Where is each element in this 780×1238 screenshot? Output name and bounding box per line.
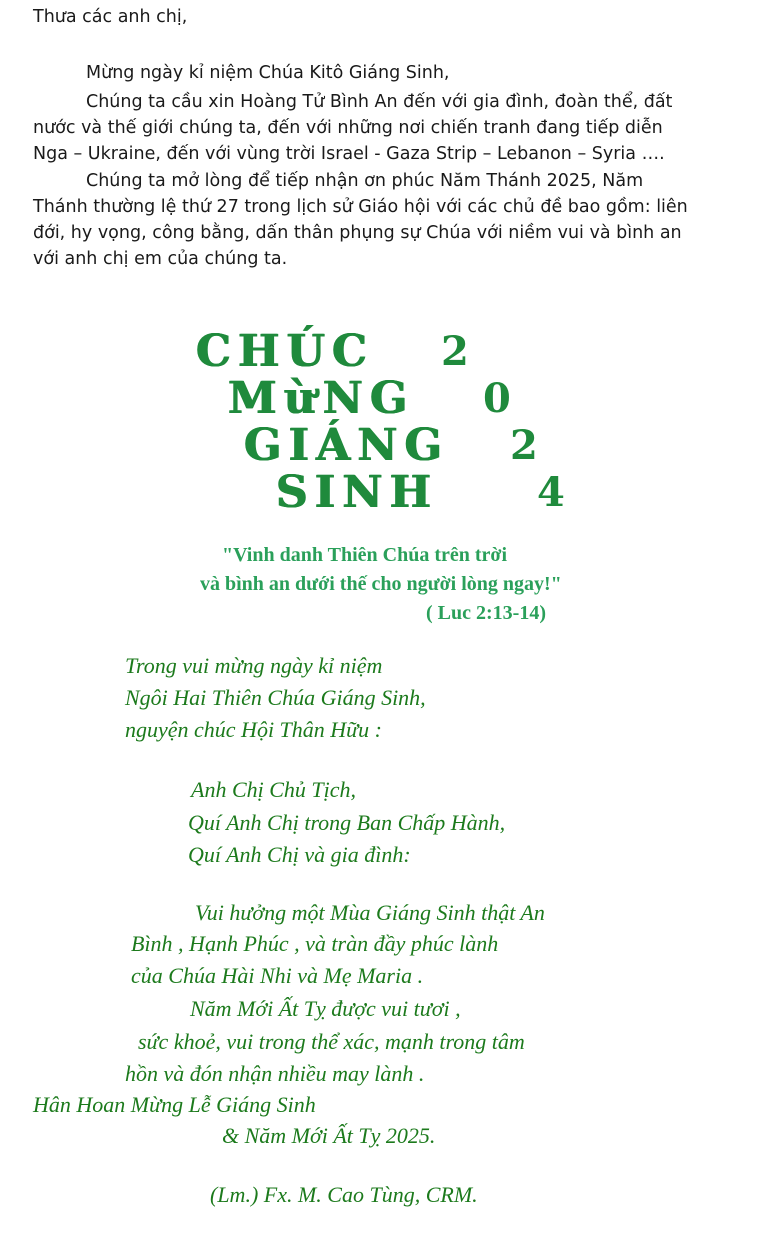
banner-digit-4: 4: [537, 469, 565, 516]
paragraph-2-line-1: Chúng ta mở lòng để tiếp nhận ơn phúc Năm Thánh 2025, Năm: [86, 171, 644, 191]
paragraph-2-line-4: với anh chị em của chúng ta.: [33, 249, 288, 269]
wish-3-line-5: sức khoẻ, vui trong thể xác, mạnh trong tâm: [138, 1029, 525, 1054]
banner-digit-2: 0: [483, 375, 511, 422]
banner-word-chuc: CHÚC: [196, 326, 374, 377]
banner-digit-1: 2: [441, 328, 469, 375]
wish-1-line-1: Trong vui mừng ngày kỉ niệm: [125, 653, 383, 678]
banner-word-sinh: SINH: [276, 467, 439, 518]
wish-3-line-2: Bình , Hạnh Phúc , và tràn đầy phúc lành: [131, 931, 499, 956]
banner-word-giang: GIÁNG: [244, 420, 450, 471]
wish-1-line-2: Ngôi Hai Thiên Chúa Giáng Sinh,: [125, 685, 426, 710]
signature: (Lm.) Fx. M. Cao Tùng, CRM.: [210, 1182, 478, 1207]
wish-3-line-1: Vui hưởng một Mùa Giáng Sinh thật An: [195, 900, 545, 925]
wish-1-line-3: nguyện chúc Hội Thân Hữu :: [125, 717, 383, 742]
paragraph-1-line-3: Nga – Ukraine, đến với vùng trời Israel - Gaza Strip – Lebanon – Syria ….: [33, 144, 665, 164]
closing-line-1: Hân Hoan Mừng Lễ Giáng Sinh: [33, 1092, 316, 1117]
wish-3-line-3: của Chúa Hài Nhi và Mẹ Maria .: [131, 963, 424, 988]
paragraph-2-line-2: Thánh thường lệ thứ 27 trong lịch sử Giáo hội với các chủ đề bao gồm: liên: [33, 197, 688, 217]
christmas-line: Mừng ngày kỉ niệm Chúa Kitô Giáng Sinh,: [86, 63, 450, 83]
wish-2-line-3: Quí Anh Chị và gia đình:: [188, 842, 411, 867]
banner-word-mung: MừNG: [228, 373, 415, 424]
greeting: Thưa các anh chị,: [33, 7, 188, 27]
closing-line-2: & Năm Mới Ất Tỵ 2025.: [222, 1123, 436, 1148]
wish-3-line-6: hồn và đón nhận nhiều may lành .: [125, 1061, 425, 1086]
paragraph-1-line-1: Chúng ta cầu xin Hoàng Tử Bình An đến với gia đình, đoàn thể, đất: [86, 92, 673, 112]
banner-digit-3: 2: [510, 422, 538, 469]
quote-line-2: và bình an dưới thế cho người lòng ngay!": [200, 573, 562, 595]
quote-reference: ( Luc 2:13-14): [426, 602, 546, 624]
paragraph-1-line-2: nước và thế giới chúng ta, đến với những nơi chiến tranh đang tiếp diễn: [33, 118, 663, 138]
wish-2-line-1: Anh Chị Chủ Tịch,: [191, 777, 357, 802]
paragraph-2-line-3: đới, hy vọng, công bằng, dấn thân phụng sự Chúa với niềm vui và bình an: [33, 223, 682, 243]
wish-2-line-2: Quí Anh Chị trong Ban Chấp Hành,: [188, 810, 506, 835]
wish-3-line-4: Năm Mới Ất Tỵ được vui tươi ,: [190, 996, 461, 1021]
quote-line-1: "Vinh danh Thiên Chúa trên trời: [222, 544, 508, 566]
